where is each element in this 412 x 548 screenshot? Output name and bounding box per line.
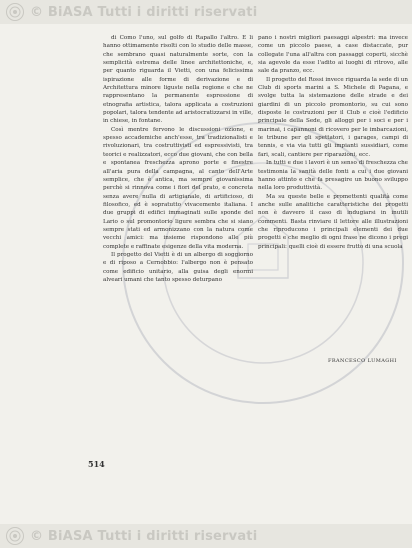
bottom-watermark-bar <box>0 524 412 548</box>
paragraph: Il progetto del Rossi invece riguarda la sede di un Club di sports marini a S. Michele di Pagana, e svolge tutta la sistemazione delle strade e dei giardini di un piccolo promontorio, su cui sono disposte le costruzioni per il Club e cioè l'edificio principale della Sede, gli alloggi per i soci e per i marinai, i capannoni di ricovero per le imbarcazioni, le tribune per gli spettatori, i garages, campi di tennis, e via via tutti gli impianti sussidiari, come fari, scali, cantiere per riparazioni, ecc. <box>258 76 408 158</box>
biasa-seal-icon <box>6 527 24 545</box>
watermark-title: © BiASA Tutti i diritti riservati <box>30 4 258 20</box>
author-signature: FRANCESCO LUMAGHI <box>328 358 397 364</box>
page-number: 514 <box>88 459 105 469</box>
article-column-right <box>258 34 408 251</box>
biasa-seal-icon <box>6 3 24 21</box>
paragraph: In tutti e due i lavori è un senso di freschezza che testimonia la sanità delle fonti a cui i due giovani hanno attinto e che fa presagire un buono sviluppo nella loro produttività. <box>258 160 408 192</box>
article-column-left <box>103 34 253 284</box>
paragraph: Ma su queste belle e promettenti qualità come anche sulle analitiche caratteristiche dei progetti non è davvero il caso di indugiarsi in inutili commenti. Basta rinviare il lettore alle illustrazioni che riproducono i principali elementi dei due progetti e che meglio di ogni frase ne dicono i pregi principali: quelli cioè di essere frutto di una scuola <box>258 193 408 250</box>
paragraph: pano i nostri migliori paesaggi alpestri: ma invece come un piccolo paese, a case distaccate, pur collegate l'una all'altra con passaggi coperti, sicchè sia agevole da esse l'adito ai luoghi di ritrovo, alle sale da pranzo, ecc. <box>258 35 408 75</box>
top-watermark-bar <box>0 0 412 24</box>
paragraph: Così mentre fervono le discussioni ozione, e spesso accademiche anch'esse, tra tradizionalisti e rivoluzionari, tra costruttivisti ed espressivisti, tra teorici e realizzatori, ecco due giovani, che con bella e spontanea freschezza aprono porte e finestre all'aria pura della campagna, al canto dell'Arte semplice, che è antica, ma sempre giovanissima perchè si rinnova come i fiori del prato, e concreta senza avere nulla di artigianale, di artificioso, di filosofico, ed è sopratutto vivacemente italiana. I due gruppi di edifici immaginati sulle sponde del Lario o sul promontorio ligure sembra che si siano sempre stati ed armonizzano con la natura come vecchi amici: ma insieme rispondono alle più complete e raffinate esigenze della vita moderna. <box>103 126 253 250</box>
paragraph: di Como l'uno, sul golfo di Rapallo l'altro. E li hanno ottimamente risolti con lo studio delle masse, che sembrano quasi naturalmente sorte, con la semplicità estrema delle linee architettoniche, e, per quanto riguarda il Vietti, con una felicissima ispirazione alle forme di derivazione e di Architettura minore liguste nella regione e che ne rappresentano la permanente espressione di etnografia artistica, talora applicata a costruzioni popolari, talora tendente ad aristocratizzarsi in ville, in chiese, in fontane. <box>103 35 253 125</box>
watermark-title: © BiASA Tutti i diritti riservati <box>30 528 258 544</box>
paragraph: Il progetto del Vietti è di un albergo di soggiorno e di riposo a Cernobbio: l'albergo non è pensato come edificio unitario, alla guisa degli enormi alveari umani che tanto spesso deturpano <box>103 251 253 283</box>
